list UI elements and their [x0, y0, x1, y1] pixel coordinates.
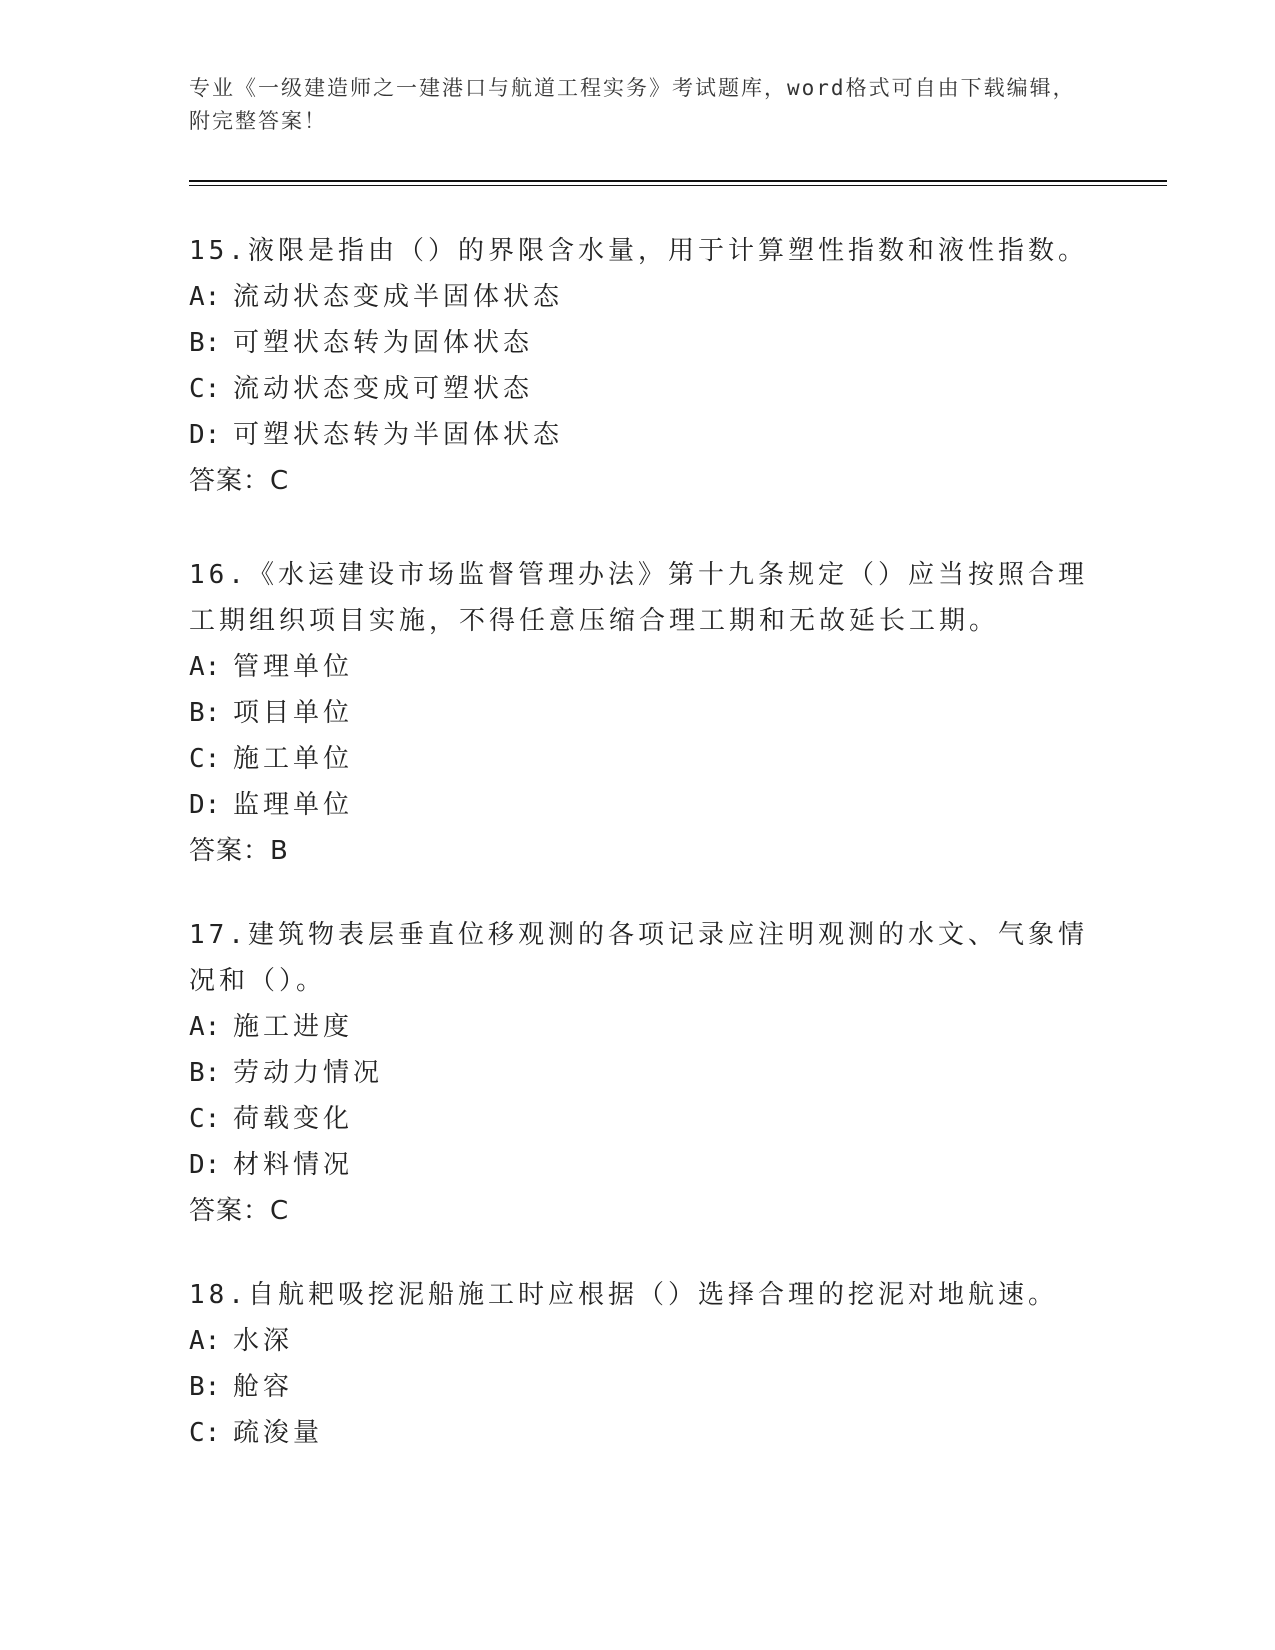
option-d [189, 1142, 1089, 1188]
option-b [189, 1364, 1089, 1410]
option-text: 流动状态变成半固体状态 [233, 282, 564, 312]
option-label: A: [189, 652, 221, 682]
option-text: 监理单位 [233, 790, 354, 820]
document-header: 专业《一级建造师之一建港口与航道工程实务》考试题库，word格式可自由下载编辑，附完整答案！ [189, 76, 1076, 133]
option-text: 项目单位 [233, 698, 354, 728]
option-d [189, 412, 1089, 458]
option-text: 管理单位 [233, 652, 354, 682]
answer: 答案：C [189, 466, 290, 496]
option-label: B: [189, 698, 221, 728]
option-text: 施工进度 [233, 1012, 354, 1042]
option-label: A: [189, 282, 221, 312]
option-text: 可塑状态转为固体状态 [233, 328, 534, 358]
option-b [189, 690, 1089, 736]
option-label: D: [189, 420, 221, 450]
option-label: B: [189, 1058, 221, 1088]
option-a [189, 644, 1089, 690]
option-c [189, 1096, 1089, 1142]
answer: 答案：B [189, 836, 289, 866]
option-d [189, 782, 1089, 828]
option-b [189, 1050, 1089, 1096]
option-text: 施工单位 [233, 744, 354, 774]
option-c [189, 1410, 1089, 1456]
question-16 [189, 552, 1089, 874]
option-label: A: [189, 1012, 221, 1042]
question-stem: 15.液限是指由（）的界限含水量，用于计算塑性指数和液性指数。 [189, 236, 1088, 266]
option-label: D: [189, 790, 221, 820]
option-label: B: [189, 1372, 221, 1402]
question-stem: 16.《水运建设市场监督管理办法》第十九条规定（）应当按照合理工期组织项目实施，不得任意压缩合理工期和无故延长工期。 [189, 560, 1088, 636]
option-text: 荷载变化 [233, 1104, 354, 1134]
question-18 [189, 1272, 1089, 1456]
answer: 答案：C [189, 1196, 290, 1226]
option-label: B: [189, 328, 221, 358]
question-stem: 17.建筑物表层垂直位移观测的各项记录应注明观测的水文、气象情况和（）。 [189, 920, 1088, 996]
option-c [189, 736, 1089, 782]
option-label: C: [189, 1104, 221, 1134]
option-c [189, 366, 1089, 412]
option-text: 可塑状态转为半固体状态 [233, 420, 564, 450]
option-text: 劳动力情况 [233, 1058, 384, 1088]
option-text: 舱容 [233, 1372, 294, 1402]
option-a [189, 1318, 1089, 1364]
option-text: 疏浚量 [233, 1418, 324, 1448]
option-label: C: [189, 1418, 221, 1448]
header-divider-thin [189, 185, 1167, 186]
question-15 [189, 228, 1089, 504]
header-divider [189, 180, 1167, 182]
option-a [189, 274, 1089, 320]
question-stem: 18.自航耙吸挖泥船施工时应根据（）选择合理的挖泥对地航速。 [189, 1280, 1058, 1310]
option-label: C: [189, 374, 221, 404]
question-17 [189, 912, 1089, 1234]
option-text: 水深 [233, 1326, 294, 1356]
option-label: C: [189, 744, 221, 774]
option-b [189, 320, 1089, 366]
option-label: A: [189, 1326, 221, 1356]
option-text: 流动状态变成可塑状态 [233, 374, 534, 404]
option-label: D: [189, 1150, 221, 1180]
option-text: 材料情况 [233, 1150, 354, 1180]
option-a [189, 1004, 1089, 1050]
